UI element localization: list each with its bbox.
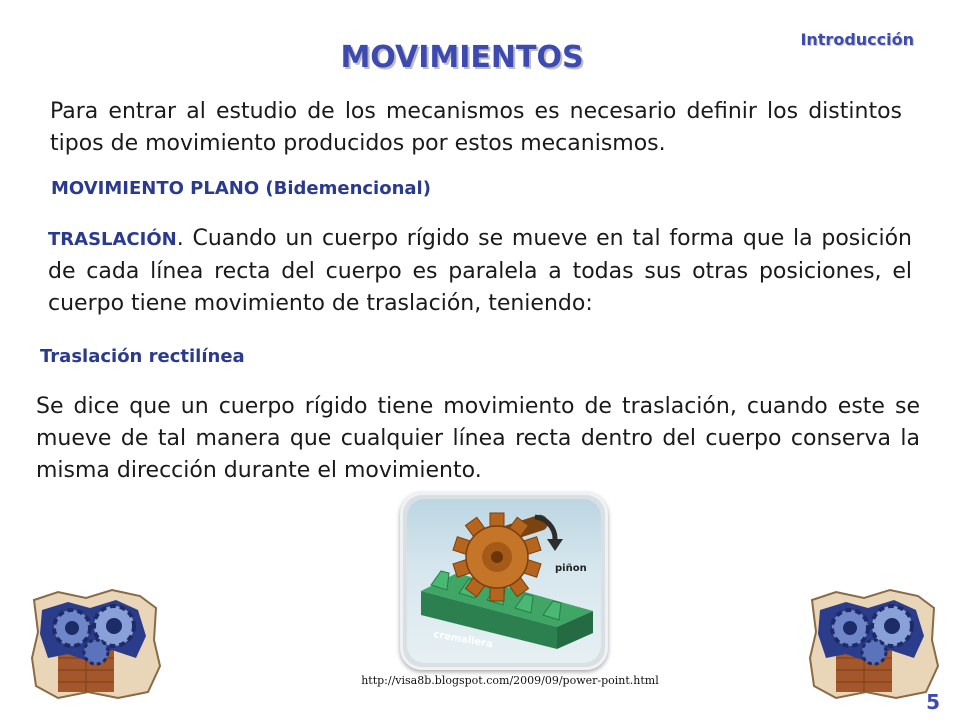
translation-paragraph <box>48 223 912 320</box>
rack-label: cremallera <box>432 629 494 651</box>
rectilinear-heading: Traslación rectilínea <box>40 346 245 367</box>
intro-paragraph: Para entrar al estudio de los mecanismos es necesario definir los distintos tipos de movimiento producidos por estos mecanismos. <box>50 99 902 156</box>
plane-motion-heading: MOVIMIENTO PLANO (Bidemencional) <box>51 178 431 199</box>
page-number: 5 <box>926 690 940 714</box>
pinion-label: piñon <box>555 563 587 574</box>
section-label: Introducción <box>800 30 914 49</box>
rack-pinion-illustration <box>407 499 601 663</box>
translation-text: . Cuando un cuerpo rígido se mueve en tal forma que la posición de cada línea recta del cuerpo es paralela a todas sus otras posiciones, el cuerpo tiene movimiento de traslación, teniendo: <box>48 226 912 316</box>
pinion-gear <box>453 513 541 601</box>
left-gears-decoration <box>28 588 162 700</box>
right-gears-decoration <box>806 588 940 700</box>
page-title: MOVIMIENTOS <box>340 40 584 75</box>
source-url: http://visa8b.blogspot.com/2009/09/power-point.html <box>361 674 659 687</box>
rectilinear-paragraph: Se dice que un cuerpo rígido tiene movimiento de traslación, cuando este se mueve de tal manera que cualquier línea recta dentro del cuerpo conserva la misma dirección durante el movimiento. <box>36 394 920 483</box>
rack-pinion-image <box>407 499 601 663</box>
translation-term: TRASLACIÓN <box>48 229 177 250</box>
rack-pinion-figure <box>400 492 608 670</box>
